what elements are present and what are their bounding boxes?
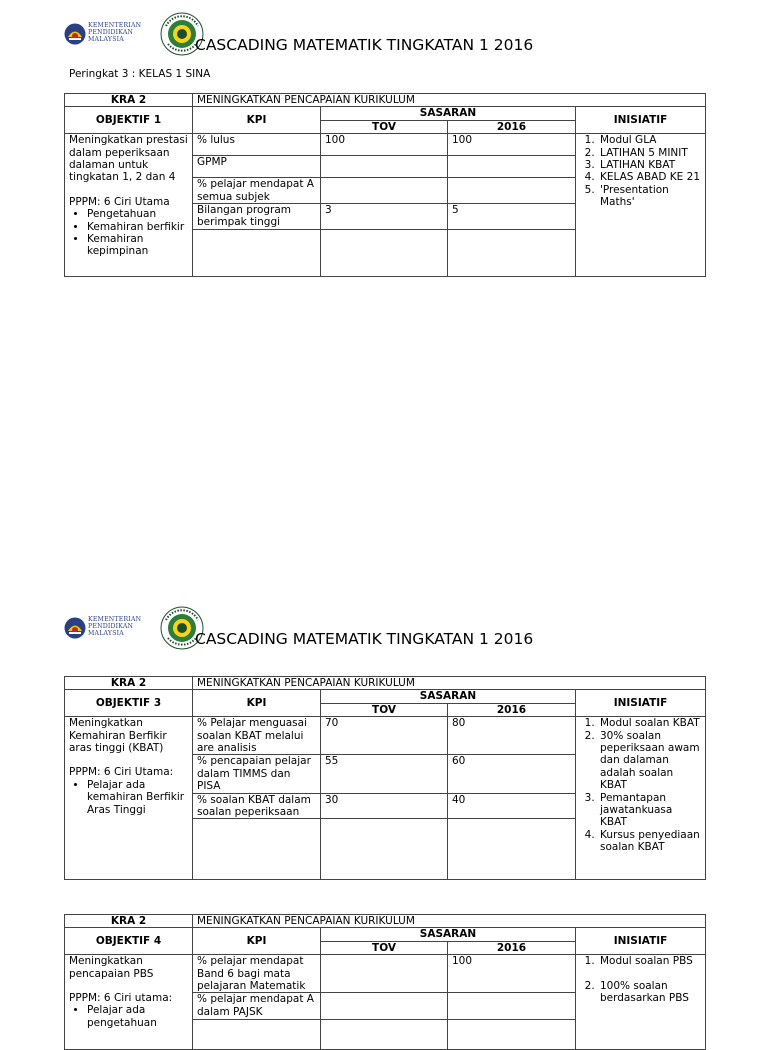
kpi-cell: % pencapaian pelajar dalam TIMMS dan PISA: [193, 755, 321, 793]
kpi-cell: % lulus: [193, 134, 321, 156]
inisiatif-item: 2. 30% soalan peperiksaan awam dan dalaman adalah soalan KBAT: [598, 730, 701, 792]
document-title: CASCADING MATEMATIK TINGKATAN 1 2016: [195, 630, 534, 648]
tov-header: TOV: [321, 120, 448, 133]
inisiatif-header: INISIATIF: [576, 107, 706, 134]
kpi-cell: % pelajar mendapat A semua subjek: [193, 178, 321, 204]
kpm-wordmark: [88, 616, 141, 637]
objektif-description-cell: [65, 717, 193, 880]
inisiatif-item: 1. Modul GLA: [598, 134, 701, 146]
target-cell: 40: [448, 793, 576, 819]
kra-label: KRA 2: [65, 94, 193, 107]
target-cell: 100: [448, 955, 576, 993]
inisiatif-item: 4. KELAS ABAD KE 21: [598, 171, 701, 183]
pppm-bullet: • Kemahiran berfikir: [87, 221, 188, 233]
inisiatif-item: 1. Modul soalan PBS: [598, 955, 701, 967]
target-cell: [448, 819, 576, 880]
kpi-cell: % Pelajar menguasai soalan KBAT melalui are analisis: [193, 717, 321, 755]
target-cell: [448, 156, 576, 178]
inisiatif-item: 4. Kursus penyediaan soalan KBAT: [598, 829, 701, 854]
tov-cell: 30: [321, 793, 448, 819]
inisiatif-item: 5. 'Presentation Maths': [598, 184, 701, 209]
inisiatif-item: 1. Modul soalan KBAT: [598, 717, 701, 729]
objektif-description: Meningkatkan Kemahiran Berfikir aras tinggi (KBAT): [69, 717, 167, 755]
tov-cell: [321, 230, 448, 277]
kpi-cell: % pelajar mendapat Band 6 bagi mata pelajaran Matematik: [193, 955, 321, 993]
objektif-description-cell: [65, 134, 193, 277]
kpi-header: KPI: [193, 928, 321, 955]
kpm-logo: [64, 616, 164, 640]
kpi-header: KPI: [193, 107, 321, 134]
tov-cell: [321, 993, 448, 1020]
kra-text: MENINGKATKAN PENCAPAIAN KURIKULUM: [193, 94, 706, 107]
target-cell: 5: [448, 204, 576, 230]
page-header: [64, 12, 684, 62]
kpi-cell: [193, 1020, 321, 1050]
tov-header: TOV: [321, 941, 448, 954]
year-header: 2016: [448, 120, 576, 133]
target-cell: [448, 230, 576, 277]
class-level-line: Peringkat 3 : KELAS 1 SINA: [69, 68, 211, 80]
kra-text: MENINGKATKAN PENCAPAIAN KURIKULUM: [193, 677, 706, 690]
kpm-line-2: PENDIDIKAN: [88, 623, 134, 630]
kpm-line-2: PENDIDIKAN: [88, 29, 134, 36]
kpm-logo: [64, 22, 164, 46]
kra-text: MENINGKATKAN PENCAPAIAN KURIKULUM: [193, 915, 706, 928]
page-header: [64, 606, 684, 656]
target-cell: 100: [448, 134, 576, 156]
kra-table-objektif-3: [64, 676, 706, 880]
inisiatif-item: 2. LATIHAN 5 MINIT: [598, 147, 701, 159]
pppm-label: PPPM: 6 Ciri Utama: [69, 195, 170, 208]
kpm-wordmark: [88, 22, 141, 43]
tov-cell: 70: [321, 717, 448, 755]
objektif-description: Meningkatkan prestasi dalam peperiksaan dalaman untuk tingkatan 1, 2 dan 4: [69, 134, 188, 184]
pppm-label: PPPM: 6 Ciri Utama:: [69, 766, 174, 779]
kra-label: KRA 2: [65, 915, 193, 928]
tov-cell: 55: [321, 755, 448, 793]
tov-cell: [321, 178, 448, 204]
pppm-bullet: • Kemahiran kepimpinan: [87, 233, 188, 258]
sasaran-header: SASARAN: [321, 928, 576, 941]
document-title: CASCADING MATEMATIK TINGKATAN 1 2016: [195, 36, 534, 54]
kpm-emblem-icon: [64, 23, 86, 45]
tov-cell: [321, 955, 448, 993]
tov-cell: 3: [321, 204, 448, 230]
sasaran-header: SASARAN: [321, 690, 576, 703]
kpi-cell: Bilangan program berimpak tinggi: [193, 204, 321, 230]
kra-table-objektif-4: [64, 914, 706, 1050]
inisiatif-cell: [576, 955, 706, 1050]
sasaran-header: SASARAN: [321, 107, 576, 120]
kpm-line-1: KEMENTERIAN: [88, 616, 142, 623]
objektif-description: Meningkatkan pencapaian PBS: [69, 955, 154, 980]
tov-cell: [321, 819, 448, 880]
pppm-bullet: • Pelajar ada pengetahuan: [87, 1004, 188, 1029]
inisiatif-cell: [576, 717, 706, 880]
year-header: 2016: [448, 941, 576, 954]
inisiatif-item: 3. Pemantapan jawatankuasa KBAT: [598, 792, 701, 829]
inisiatif-item: 2. 100% soalan berdasarkan PBS: [598, 980, 701, 1005]
pppm-bullet: • Pengetahuan: [87, 208, 188, 220]
kpm-line-3: MALAYSIA: [88, 36, 124, 43]
kpi-cell: % pelajar mendapat A dalam PAJSK: [193, 993, 321, 1020]
tov-cell: [321, 156, 448, 178]
target-cell: [448, 1020, 576, 1050]
target-cell: [448, 993, 576, 1020]
target-cell: 60: [448, 755, 576, 793]
inisiatif-cell: [576, 134, 706, 277]
objektif-label: OBJEKTIF 3: [65, 690, 193, 717]
kra-table-objektif-1: [64, 93, 706, 277]
kpi-cell: [193, 819, 321, 880]
inisiatif-header: INISIATIF: [576, 928, 706, 955]
kra-label: KRA 2: [65, 677, 193, 690]
kpm-line-1: KEMENTERIAN: [88, 22, 142, 29]
objektif-label: OBJEKTIF 1: [65, 107, 193, 134]
inisiatif-item: 3. LATIHAN KBAT: [598, 159, 701, 171]
tov-header: TOV: [321, 703, 448, 716]
kpi-cell: % soalan KBAT dalam soalan peperiksaan: [193, 793, 321, 819]
target-cell: 80: [448, 717, 576, 755]
kpm-emblem-icon: [64, 617, 86, 639]
tov-cell: 100: [321, 134, 448, 156]
pppm-label: PPPM: 6 Ciri utama:: [69, 992, 173, 1005]
tov-cell: [321, 1020, 448, 1050]
kpi-cell: GPMP: [193, 156, 321, 178]
objektif-description-cell: [65, 955, 193, 1050]
inisiatif-header: INISIATIF: [576, 690, 706, 717]
kpi-header: KPI: [193, 690, 321, 717]
kpi-cell: [193, 230, 321, 277]
target-cell: [448, 178, 576, 204]
pppm-bullet: • Pelajar ada kemahiran Berfikir Aras Tinggi: [87, 779, 188, 816]
objektif-label: OBJEKTIF 4: [65, 928, 193, 955]
year-header: 2016: [448, 703, 576, 716]
kpm-line-3: MALAYSIA: [88, 630, 124, 637]
